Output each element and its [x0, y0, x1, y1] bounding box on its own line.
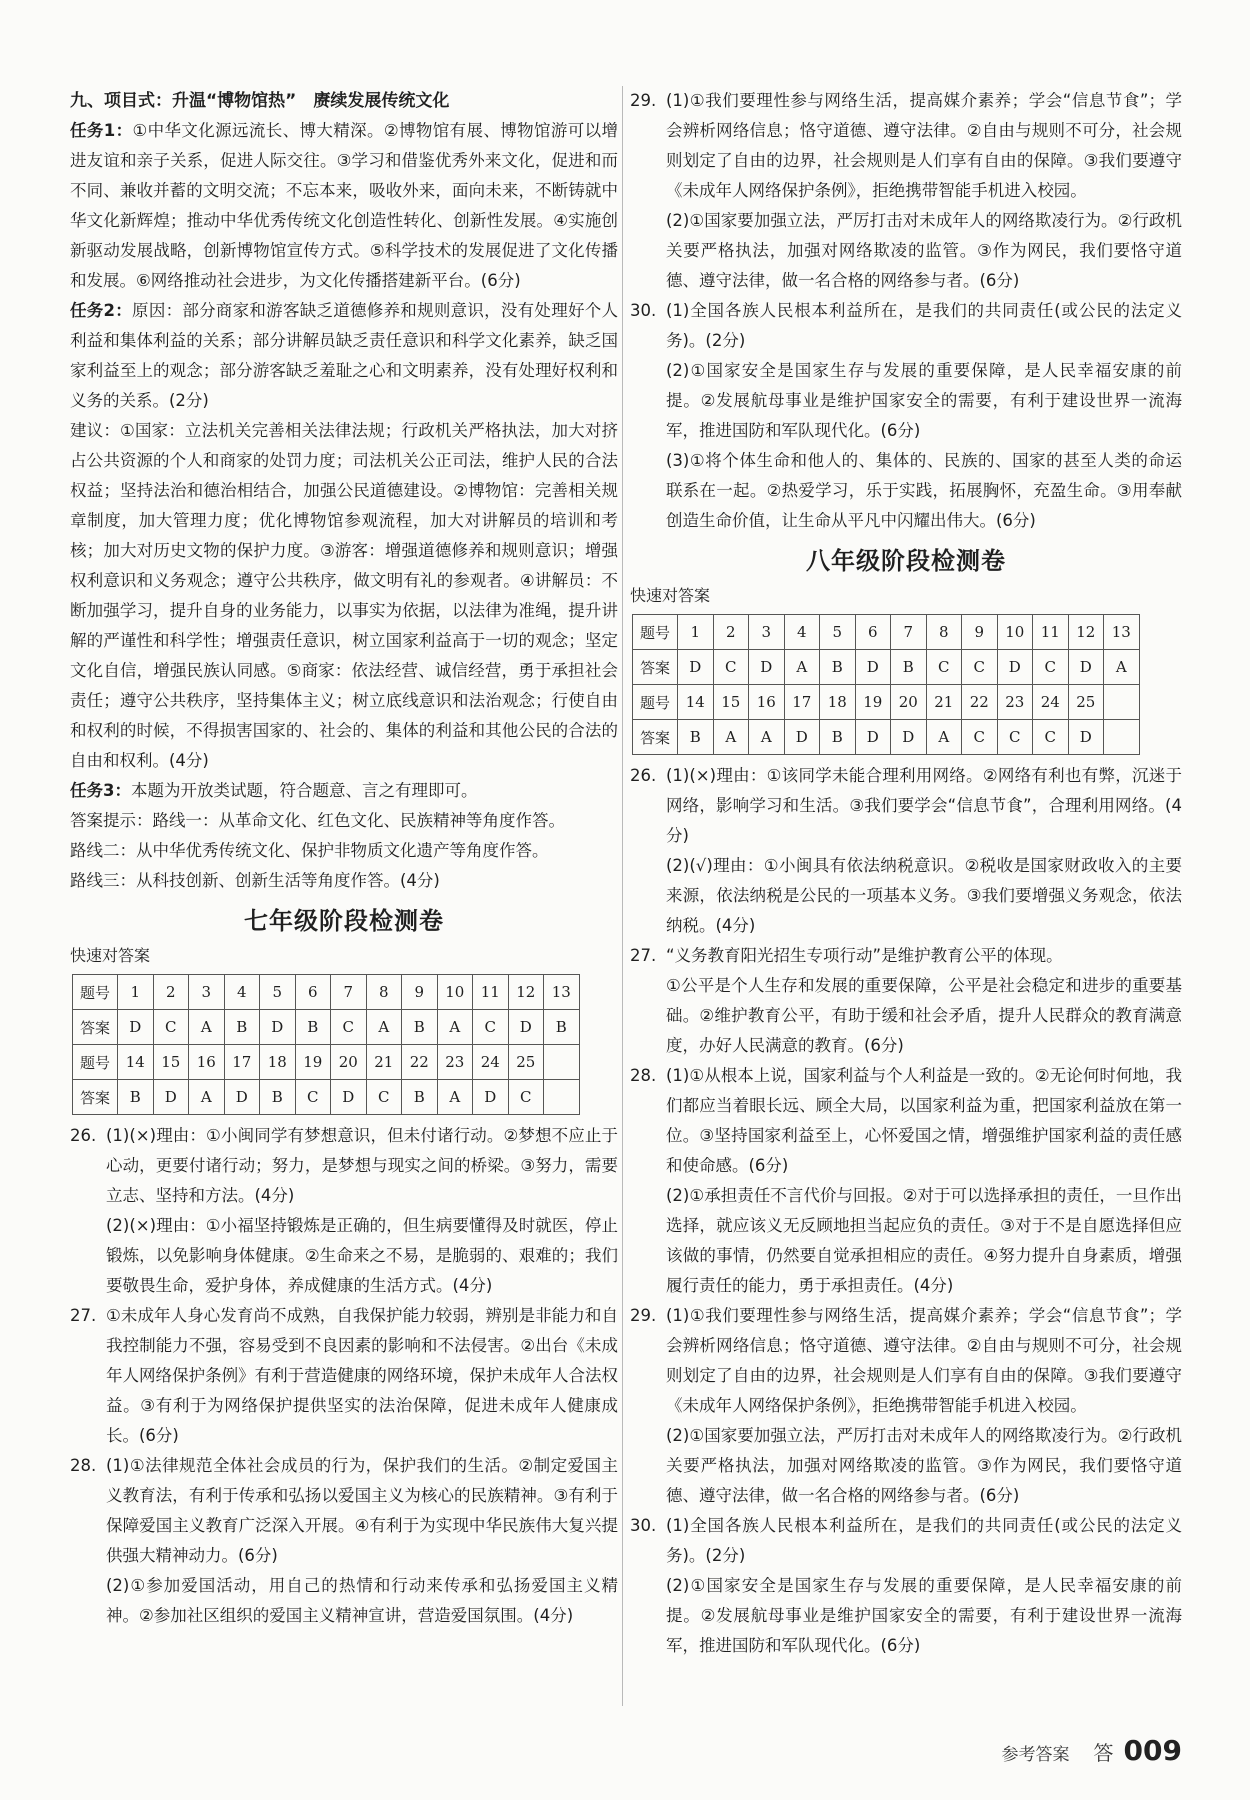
table-cell: 14 [678, 685, 714, 720]
table-cell: C [331, 1010, 367, 1045]
table-cell: 20 [891, 685, 927, 720]
g8-question-27 [630, 941, 1182, 1061]
table-cell: B [820, 720, 856, 755]
table-cell: 1 [678, 615, 714, 650]
table-cell: C [366, 1080, 402, 1115]
grade8-quick-label: 快速对答案 [630, 586, 711, 605]
task2-paragraph [70, 296, 618, 416]
task1-text: ①中华文化源远流长、博大精深。②博物馆有展、博物馆游可以增进友谊和亲子关系，促进人际交往。③学习和借鉴优秀外来文化，促进和而不同、兼收并蓄的文明交流；不忘本来，吸收外来，面向未来，不断铸就中华文化新辉煌；推动中华优秀传统文化创造性转化、创新性发展。④实施创新驱动发展战略，创新博物馆宣传方式。⑤科学技术的发展促进了文化传播和发展。⑥网络推动社会进步，为文化传播搭建新平台。(6分) [70, 121, 618, 290]
column-divider [622, 86, 623, 1706]
task3-hint-3: 路线三：从科技创新、创新生活等角度作答。(4分) [70, 871, 440, 890]
question-number: 28. [630, 1066, 657, 1085]
table-row [73, 975, 580, 1010]
g8-question-26 [630, 761, 1182, 941]
table-cell: B [224, 1010, 260, 1045]
table-row [633, 615, 1140, 650]
table-row [73, 1045, 580, 1080]
table-cell: 20 [331, 1045, 367, 1080]
task3-hint-1: 答案提示：路线一：从革命文化、红色文化、民族精神等角度作答。 [70, 811, 565, 830]
table-cell: D [153, 1080, 189, 1115]
table-cell: 13 [1104, 615, 1140, 650]
table-cell: C [1033, 720, 1069, 755]
g8-question-30 [630, 1511, 1182, 1661]
table-cell: 1 [118, 975, 154, 1010]
table-cell: D [1068, 720, 1104, 755]
table-cell: 4 [784, 615, 820, 650]
grade8-title: 八年级阶段检测卷 [806, 547, 1006, 575]
table-cell: 25 [1068, 685, 1104, 720]
row-label: 题号 [73, 1045, 118, 1080]
table-cell: A [749, 720, 785, 755]
answer-text: (1)①我们要理性参与网络生活，提高媒介素养；学会“信息节食”；学会辨析网络信息；恪守道德、遵守法律。②自由与规则不可分，社会规则划定了自由的边界，社会规则是人们享有自由的保障。③我们要遵守《未成年人网络保护条例》，拒绝携带智能手机进入校园。 [666, 91, 1182, 200]
grade7-quick-label: 快速对答案 [70, 946, 151, 965]
table-cell: 2 [713, 615, 749, 650]
table-cell: 13 [544, 975, 580, 1010]
table-cell: D [331, 1080, 367, 1115]
table-cell: C [962, 720, 998, 755]
answer-text: (2)①国家要加强立法，严厉打击对未成年人的网络欺凌行为。②行政机关要严格执法，加强对网络欺凌的监管。③作为网民，我们要恪守道德、遵守法律，做一名合格的网络参与者。(6分) [666, 1426, 1182, 1505]
table-cell: 15 [713, 685, 749, 720]
question-number: 27. [70, 1306, 97, 1325]
task3-text: 本题为开放类试题，符合题意、言之有理即可。 [130, 781, 478, 800]
table-cell: A [784, 650, 820, 685]
answer-text: ①公平是个人生存和发展的重要保障，公平是社会稳定和进步的重要基础。②维护教育公平，有助于缓和社会矛盾，提升人民群众的教育满意度，办好人民满意的教育。(6分) [666, 976, 1182, 1055]
table-cell: C [473, 1010, 509, 1045]
table-cell: B [678, 720, 714, 755]
table-cell: B [118, 1080, 154, 1115]
table-cell: A [713, 720, 749, 755]
table-cell: 11 [1033, 615, 1069, 650]
table-cell: D [260, 1010, 296, 1045]
table-cell: 19 [855, 685, 891, 720]
answer-text: (2)①国家要加强立法，严厉打击对未成年人的网络欺凌行为。②行政机关要严格执法，加强对网络欺凌的监管。③作为网民，我们要恪守道德、遵守法律，做一名合格的网络参与者。(6分) [666, 211, 1182, 290]
table-cell: B [891, 650, 927, 685]
table-cell: 25 [508, 1045, 544, 1080]
table-cell [1104, 720, 1140, 755]
table-cell: 21 [926, 685, 962, 720]
table-cell: B [260, 1080, 296, 1115]
table-cell: B [820, 650, 856, 685]
answer-text: ①未成年人身心发育尚不成熟，自我保护能力较弱，辨别是非能力和自我控制能力不强，容易受到不良因素的影响和不法侵害。②出台《未成年人网络保护条例》有利于营造健康的网络环境，保护未成年人合法权益。③有利于为网络保护提供坚实的法治保障，促进未成年人健康成长。(6分) [106, 1306, 618, 1445]
table-cell: D [784, 720, 820, 755]
table-cell: D [855, 720, 891, 755]
table-cell: 21 [366, 1045, 402, 1080]
task2-suggest: 建议：①国家：立法机关完善相关法律法规；行政机关严格执法，加大对挤占公共资源的个人和商家的处罚力度；司法机关公正司法，维护人民的合法权益；坚持法治和德治相结合，加强公民道德建设。②博物馆：完善相关规章制度，加大管理力度；优化博物馆参观流程，加大对讲解员的培训和考核；加大对历史文物的保护力度。③游客：增强道德修养和规则意识；增强权利意识和义务观念；遵守公共秩序，做文明有礼的参观者。④讲解员：不断加强学习，提升自身的业务能力，以事实为依据，以法律为准绳，提升讲解的严谨性和科学性；增强责任意识，树立国家利益高于一切的观念；坚定文化自信，增强民族认同感。⑤商家：依法经营、诚信经营，勇于承担社会责任；遵守公共秩序，坚持集体主义；树立底线意识和法治观念；行使自由和权利的时候，不得损害国家的、社会的、集体的利益和其他公民的合法的自由和权利。(4分) [70, 421, 618, 770]
table-cell: 7 [331, 975, 367, 1010]
table-cell: 11 [473, 975, 509, 1010]
g8-question-29 [630, 1301, 1182, 1511]
g7-question-29 [630, 86, 1182, 296]
table-cell: D [749, 650, 785, 685]
task2-label: 任务2： [70, 301, 133, 320]
task3-paragraph [70, 776, 618, 806]
table-cell: 10 [437, 975, 473, 1010]
table-cell: D [997, 650, 1033, 685]
table-cell: C [1033, 650, 1069, 685]
page-footer [1002, 1734, 1182, 1767]
table-cell: 12 [508, 975, 544, 1010]
g7-question-28 [70, 1451, 618, 1631]
g7-question-27 [70, 1301, 618, 1451]
table-cell: A [189, 1080, 225, 1115]
table-cell: 17 [784, 685, 820, 720]
row-label: 题号 [633, 615, 678, 650]
table-cell: B [295, 1010, 331, 1045]
table-cell: C [962, 650, 998, 685]
question-number: 30. [630, 301, 657, 320]
table-row [73, 1010, 580, 1045]
table-cell: 22 [402, 1045, 438, 1080]
table-cell: D [891, 720, 927, 755]
g8-question-28 [630, 1061, 1182, 1301]
table-cell: D [1068, 650, 1104, 685]
g7-question-26 [70, 1121, 618, 1301]
footer-label: 参考答案 [1001, 1745, 1070, 1765]
table-row [73, 1080, 580, 1115]
table-cell: 9 [402, 975, 438, 1010]
right-column [630, 86, 1182, 1661]
table-cell: 8 [366, 975, 402, 1010]
table-cell: C [295, 1080, 331, 1115]
table-cell: D [473, 1080, 509, 1115]
question-number: 29. [630, 1306, 657, 1325]
table-cell: B [402, 1010, 438, 1045]
table-cell: A [437, 1010, 473, 1045]
table-cell: 24 [473, 1045, 509, 1080]
table-cell: A [189, 1010, 225, 1045]
footer-side: 答 [1093, 1741, 1114, 1765]
task2-text: 原因：部分商家和游客缺乏道德修养和规则意识，没有处理好个人利益和集体利益的关系；部分讲解员缺乏责任意识和科学文化素养，缺乏国家利益至上的观念；部分游客缺乏羞耻之心和文明素养，没有处理好权利和义务的关系。(2分) [70, 301, 618, 410]
left-column [70, 86, 618, 1631]
answer-text: (2)(√)理由：①小闽具有依法纳税意识。②税收是国家财政收入的主要来源，依法纳税是公民的一项基本义务。③我们要增强义务观念，依法纳税。(4分) [666, 856, 1182, 935]
answer-text: (2)①参加爱国活动，用自己的热情和行动来传承和弘扬爱国主义精神。②参加社区组织的爱国主义精神宣讲，营造爱国氛围。(4分) [106, 1576, 618, 1625]
grade7-answer-table [72, 974, 580, 1115]
task3-label: 任务3： [70, 781, 131, 800]
row-label: 答案 [633, 720, 678, 755]
table-cell: 3 [749, 615, 785, 650]
table-cell: 15 [153, 1045, 189, 1080]
table-cell: 19 [295, 1045, 331, 1080]
table-cell: 2 [153, 975, 189, 1010]
table-cell: D [224, 1080, 260, 1115]
table-row [633, 720, 1140, 755]
table-cell: 7 [891, 615, 927, 650]
table-cell: 23 [437, 1045, 473, 1080]
table-cell: 9 [962, 615, 998, 650]
question-number: 28. [70, 1456, 97, 1475]
grade7-title: 七年级阶段检测卷 [244, 907, 444, 935]
task1-label: 任务1： [70, 121, 133, 140]
answer-text: (1)全国各族人民根本利益所在，是我们的共同责任(或公民的法定义务)。(2分) [666, 1516, 1182, 1565]
question-number: 29. [630, 91, 657, 110]
row-label: 答案 [73, 1080, 118, 1115]
table-cell: 6 [295, 975, 331, 1010]
table-cell: A [437, 1080, 473, 1115]
answer-text: (2)(×)理由：①小福坚持锻炼是正确的，但生病要懂得及时就医，停止锻炼，以免影响身体健康。②生命来之不易，是脆弱的、艰难的；我们要敬畏生命，爱护身体，养成健康的生活方式。(4分) [106, 1216, 618, 1295]
row-label: 答案 [73, 1010, 118, 1045]
question-number: 30. [630, 1516, 657, 1535]
table-cell: 6 [855, 615, 891, 650]
table-cell [1104, 685, 1140, 720]
table-cell: 12 [1068, 615, 1104, 650]
task1-paragraph [70, 116, 618, 296]
table-cell: D [678, 650, 714, 685]
table-cell: D [118, 1010, 154, 1045]
task3-hint-2: 路线二：从中华优秀传统文化、保护非物质文化遗产等角度作答。 [70, 841, 549, 860]
table-cell: 22 [962, 685, 998, 720]
table-cell: 23 [997, 685, 1033, 720]
question-number: 26. [70, 1126, 97, 1145]
answer-text: (1)①我们要理性参与网络生活，提高媒介素养；学会“信息节食”；学会辨析网络信息；恪守道德、遵守法律。②自由与规则不可分，社会规则划定了自由的边界，社会规则是人们享有自由的保障。③我们要遵守《未成年人网络保护条例》，拒绝携带智能手机进入校园。 [666, 1306, 1182, 1415]
answer-text: (1)全国各族人民根本利益所在，是我们的共同责任(或公民的法定义务)。(2分) [666, 301, 1182, 350]
question-number: 27. [630, 946, 657, 965]
table-cell: D [508, 1010, 544, 1045]
table-cell: 8 [926, 615, 962, 650]
answer-text: (1)①从根本上说，国家利益与个人利益是一致的。②无论何时何地，我们都应当着眼长远、顾全大局，以国家利益为重，把国家利益放在第一位。③坚持国家利益至上，心怀爱国之情，增强维护国家利益的责任感和使命感。(6分) [666, 1066, 1182, 1175]
table-cell: A [1104, 650, 1140, 685]
table-cell: 4 [224, 975, 260, 1010]
table-cell: C [926, 650, 962, 685]
table-cell: A [926, 720, 962, 755]
table-cell: 5 [820, 615, 856, 650]
answer-text: (1)①法律规范全体社会成员的行为，保护我们的生活。②制定爱国主义教育法，有利于传承和弘扬以爱国主义为核心的民族精神。③有利于保障爱国主义教育广泛深入开展。④有利于为实现中华民族伟大复兴提供强大精神动力。(6分) [106, 1456, 618, 1565]
table-cell [544, 1045, 580, 1080]
table-cell: C [713, 650, 749, 685]
page-number: 009 [1123, 1734, 1182, 1767]
table-cell: 5 [260, 975, 296, 1010]
answer-text: (2)①承担责任不言代价与回报。②对于可以选择承担的责任，一旦作出选择，就应该义无反顾地担当起应负的责任。③对于不是自愿选择但应该做的事情，仍然要自觉承担相应的责任。④努力提升自身素质，增强履行责任的能力，勇于承担责任。(4分) [666, 1186, 1182, 1295]
table-cell: B [402, 1080, 438, 1115]
table-cell: 18 [260, 1045, 296, 1080]
table-cell: C [153, 1010, 189, 1045]
answer-text: (2)①国家安全是国家生存与发展的重要保障，是人民幸福安康的前提。②发展航母事业是维护国家安全的需要，有利于建设世界一流海军，推进国防和军队现代化。(6分) [666, 1576, 1182, 1655]
table-cell: A [366, 1010, 402, 1045]
table-cell: 16 [189, 1045, 225, 1080]
table-row [633, 650, 1140, 685]
answer-text: (2)①国家安全是国家生存与发展的重要保障，是人民幸福安康的前提。②发展航母事业是维护国家安全的需要，有利于建设世界一流海军，推进国防和军队现代化。(6分) [666, 361, 1182, 440]
table-cell [544, 1080, 580, 1115]
table-cell: 24 [1033, 685, 1069, 720]
row-label: 题号 [73, 975, 118, 1010]
answer-text: (3)①将个体生命和他人的、集体的、民族的、国家的甚至人类的命运联系在一起。②热爱学习，乐于实践，拓展胸怀，充盈生命。③用奉献创造生命价值，让生命从平凡中闪耀出伟大。(6分) [666, 451, 1182, 530]
table-cell: 17 [224, 1045, 260, 1080]
answer-text: (1)(×)理由：①小闽同学有梦想意识，但未付诸行动。②梦想不应止于心动，更要付诸行动；努力，是梦想与现实之间的桥梁。③努力，需要立志、坚持和方法。(4分) [106, 1126, 618, 1205]
table-cell: C [508, 1080, 544, 1115]
table-cell: D [855, 650, 891, 685]
table-cell: 3 [189, 975, 225, 1010]
table-row [633, 685, 1140, 720]
row-label: 题号 [633, 685, 678, 720]
g7-question-30 [630, 296, 1182, 536]
table-cell: 18 [820, 685, 856, 720]
row-label: 答案 [633, 650, 678, 685]
answer-text: “义务教育阳光招生专项行动”是维护教育公平的体现。 [666, 946, 1063, 965]
table-cell: C [997, 720, 1033, 755]
table-cell: 10 [997, 615, 1033, 650]
grade8-answer-table [632, 614, 1140, 755]
answer-text: (1)(×)理由：①该同学未能合理利用网络。②网络有利也有弊，沉迷于网络，影响学习和生活。③我们要学会“信息节食”，合理利用网络。(4分) [666, 766, 1182, 845]
table-cell: 14 [118, 1045, 154, 1080]
table-cell: B [544, 1010, 580, 1045]
question-number: 26. [630, 766, 657, 785]
project-title: 九、项目式：升温“博物馆热” 赓续发展传统文化 [70, 91, 450, 111]
table-cell: 16 [749, 685, 785, 720]
